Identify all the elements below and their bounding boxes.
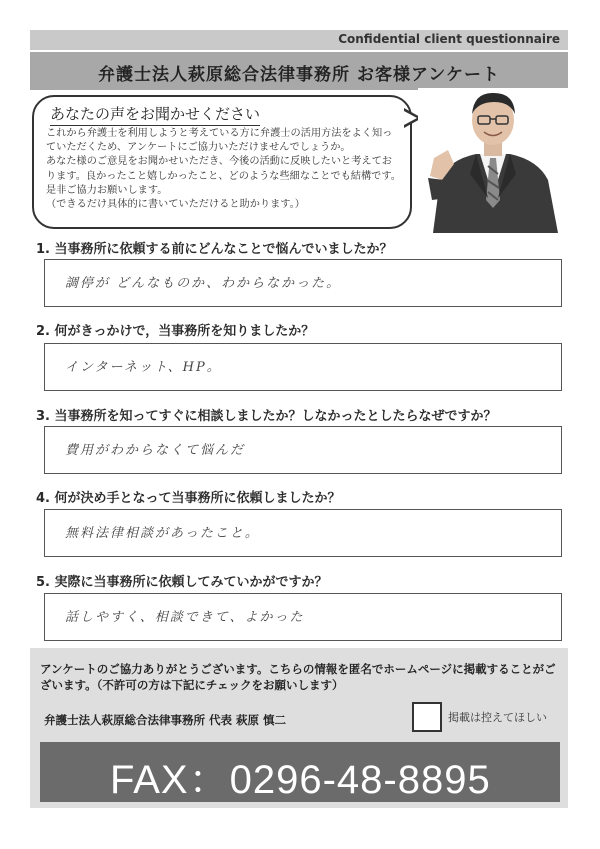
fax-number: FAX：0296-48-8895 [110,758,491,802]
confidential-label: Confidential client questionnaire [338,32,560,46]
answer-box-4[interactable] [44,509,562,557]
answer-box-3[interactable] [44,426,562,474]
answer-text-2: インターネット、HP。 [65,360,222,375]
answer-box-1[interactable] [44,259,562,307]
answer-text-3: 費用がわからなくて悩んだ [65,443,246,458]
question-3: 3. 当事務所を知ってすぐに相談しましたか？しなかったとしたらなぜですか？ [36,409,497,424]
answer-text-5: 話しやすく、相談できて、よかった [65,610,305,625]
lawyer-photo [418,88,568,233]
page-title: 弁護士法人萩原総合法律事務所 お客様アンケート [98,65,500,85]
question-1: 1. 当事務所に依頼する前にどんなことで悩んでいましたか？ [36,242,393,257]
intro-heading: あなたの声をお聞かせください [50,103,260,126]
confidential-bar [30,30,568,50]
representative-name: 弁護士法人萩原総合法律事務所 代表 萩原 慎二 [44,713,287,727]
question-4: 4. 何が決め手となって当事務所に依頼しましたか？ [36,491,341,506]
question-5: 5. 実際に当事務所に依頼してみていかがですか？ [36,575,328,590]
no-publish-label: 掲載は控えてほしい [448,711,547,724]
bubble-tail-fill [404,111,417,125]
fax-bar [40,742,560,802]
no-publish-checkbox[interactable] [412,702,442,732]
intro-body: これから弁護士を利用しようと考えている方に弁護士の活用方法をよく知っていただくため、アンケートにご協力いただけませんでしょうか。 あなた様のご意見をお聞かせいただき、今後の活動に反映したいと考えております。良かったこと嬉しかったこと、どのような些細なことでも結構です。是非ご協力お願いします。 （できるだけ具体的に書いていただけると助かります。） [46,128,401,211]
answer-box-5[interactable] [44,593,562,641]
answer-box-2[interactable] [44,343,562,391]
title-bar [30,52,568,90]
question-2: 2. 何がきっかけで，当事務所を知りましたか？ [36,324,315,339]
answer-text-1: 調停が どんなものか、わからなかった。 [65,276,342,291]
footer-note: アンケートのご協力ありがとうございます。こちらの情報を匿名でホームページに掲載することがございます。（不許可の方は下記にチェックをお願いします） [40,662,556,692]
answer-text-4: 無料法律相談があったこと。 [65,526,260,541]
